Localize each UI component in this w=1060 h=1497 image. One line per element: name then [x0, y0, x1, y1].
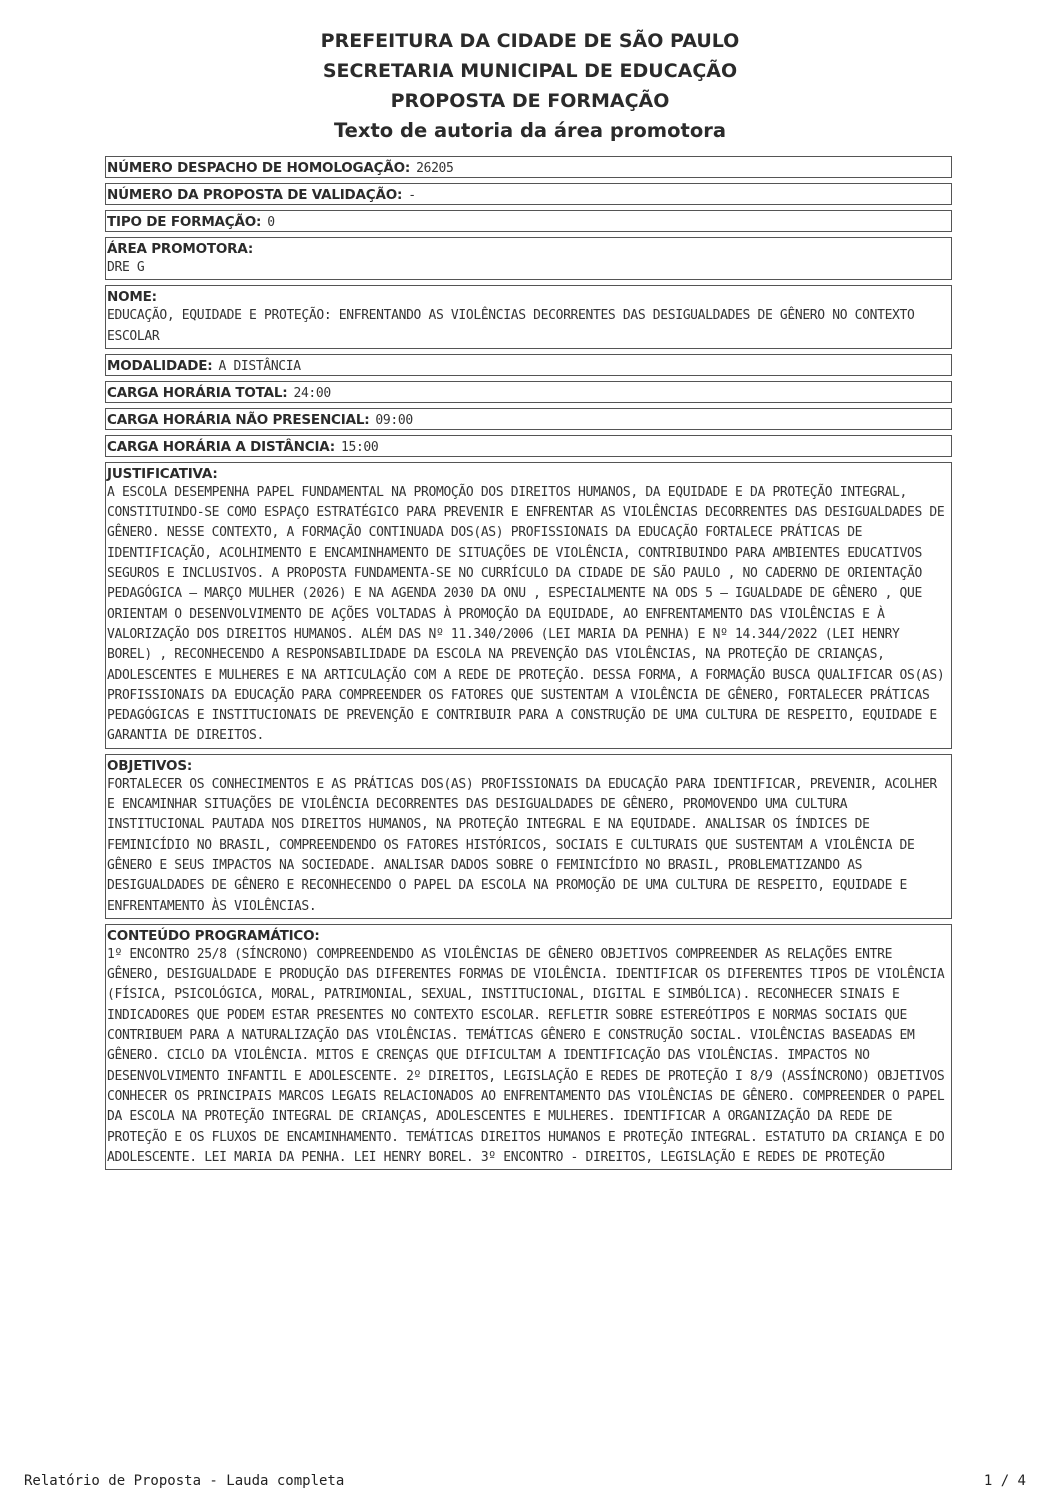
field-label: MODALIDADE: — [107, 357, 213, 374]
field-label: NÚMERO DA PROPOSTA DE VALIDAÇÃO: — [107, 187, 403, 203]
field-carga-nao-presencial — [105, 408, 952, 430]
field-label: CARGA HORÁRIA A DISTÂNCIA: — [107, 438, 335, 455]
field-value: 15:00 — [341, 439, 379, 455]
field-despacho — [105, 156, 952, 178]
proposal-fields — [105, 156, 952, 1175]
page-footer — [24, 1473, 1026, 1493]
footer-report-title: Relatório de Proposta - Lauda completa — [24, 1473, 345, 1489]
header-secretaria: SECRETARIA MUNICIPAL DE EDUCAÇÃO — [322, 60, 738, 82]
field-label: JUSTIFICATIVA: — [107, 465, 218, 482]
field-label: ÁREA PROMOTORA: — [107, 241, 254, 257]
field-label: CARGA HORÁRIA TOTAL: — [107, 384, 288, 401]
field-label: NÚMERO DESPACHO DE HOMOLOGAÇÃO: — [107, 160, 411, 176]
header-proposta: PROPOSTA DE FORMAÇÃO — [390, 90, 670, 112]
field-value: A ESCOLA DESEMPENHA PAPEL FUNDAMENTAL NA PROMOÇÃO DOS DIREITOS HUMANOS, DA EQUIDADE E DA PROTEÇÃO INTEGRAL, CONSTITUINDO-SE COMO ESPAÇO ESTRATÉGICO PARA PREVENIR E ENFRENTAR AS VIOLÊNCIAS DECORRENTES DAS DESIGUALDADES DE GÊNERO. NESSE CONTEXTO, A FORMAÇÃO CONTINUADA DOS(AS) PROFISSIONAIS DA EDUCAÇÃO FORTALECE PRÁTICAS DE IDENTIFICAÇÃO, ACOLHIMENTO E ENCAMINHAMENTO DE SITUAÇÕES DE VIOLÊNCIA, CONTRIBUINDO PARA AMBIENTES EDUCATIVOS SEGUROS E INCLUSIVOS. A PROPOSTA FUNDAMENTA-SE NO CURRÍCULO DA CIDADE DE SÃO PAULO , NO CADERNO DE ORIENTAÇÃO PEDAGÓGICA — MARÇO MULHER (2026) E NA AGENDA 2030 DA ONU , ESPECIALMENTE NA ODS 5 — IGUALDADE DE GÊNERO , QUE ORIENTAM O DESENVOLVIMENTO DE AÇÕES VOLTADAS À PROMOÇÃO DA EQUIDADE, AO ENFRENTAMENTO DAS VIOLÊNCIAS E À VALORIZAÇÃO DOS DIREITOS HUMANOS. ALÉM DAS Nº 11.340/2006 (LEI MARIA DA PENHA) E Nº 14.344/2022 (LEI HENRY BOREL) , RECONHECENDO A RESPONSABILIDADE DA ESCOLA NA PREVENÇÃO DAS VIOLÊNCIAS, NA PROTEÇÃO DE CRIANÇAS, ADOLESCENTES E MULHERES E NA ARTICULAÇÃO COM A REDE DE PROTEÇÃO. DESSA FORMA, A FORMAÇÃO BUSCA QUALIFICAR OS(AS) PROFISSIONAIS DA EDUCAÇÃO PARA COMPREENDER OS FATORES QUE SUSTENTAM A VIOLÊNCIA DE GÊNERO, FORTALECER PRÁTICAS PEDAGÓGICAS E INSTITUCIONAIS DE PREVENÇÃO E CONTRIBUIR PARA A CONSTRUÇÃO DE UMA CULTURA DE RESPEITO, EQUIDADE E GARANTIA DE DIREITOS. — [107, 484, 945, 744]
field-area-promotora — [105, 237, 952, 280]
field-value: 26205 — [416, 161, 454, 176]
field-label: CONTEÚDO PROGRAMÁTICO: — [107, 927, 320, 944]
field-label: NOME: — [107, 289, 157, 306]
field-label: CARGA HORÁRIA NÃO PRESENCIAL: — [107, 411, 370, 428]
field-validacao — [105, 183, 952, 205]
field-value: DRE G — [107, 260, 145, 275]
field-value: - — [408, 188, 416, 203]
field-value: 09:00 — [375, 412, 413, 428]
field-conteudo-programatico — [105, 924, 952, 1170]
header-autoria: Texto de autoria da área promotora — [333, 119, 727, 142]
header-prefeitura: PREFEITURA DA CIDADE DE SÃO PAULO — [320, 30, 740, 52]
document-header — [0, 26, 1060, 146]
field-carga-total — [105, 381, 952, 403]
field-value: EDUCAÇÃO, EQUIDADE E PROTEÇÃO: ENFRENTANDO AS VIOLÊNCIAS DECORRENTES DAS DESIGUALDADES DE GÊNERO NO CONTEXTO ESCOLAR — [107, 308, 915, 344]
field-value: 0 — [267, 215, 275, 230]
field-value: FORTALECER OS CONHECIMENTOS E AS PRÁTICAS DOS(AS) PROFISSIONAIS DA EDUCAÇÃO PARA IDENTIFICAR, PREVENIR, ACOLHER E ENCAMINHAR SITUAÇÕES DE VIOLÊNCIA DECORRENTES DAS DESIGUALDADES DE GÊNERO, PROMOVENDO UMA CULTURA INSTITUCIONAL PAUTADA NOS DIREITOS HUMANOS, NA PROTEÇÃO INTEGRAL E NA EQUIDADE. ANALISAR OS ÍNDICES DE FEMINICÍDIO NO BRASIL, COMPREENDENDO OS FATORES HISTÓRICOS, SOCIAIS E CULTURAIS QUE SUSTENTAM A VIOLÊNCIA DE GÊNERO E SEUS IMPACTOS NA SOCIEDADE. ANALISAR DADOS SOBRE O FEMINICÍDIO NO BRASIL, PROBLEMATIZANDO AS DESIGUALDADES DE GÊNERO E RECONHECENDO O PAPEL DA ESCOLA NA PROMOÇÃO DE UMA CULTURA DE RESPEITO, EQUIDADE E ENFRENTAMENTO ÀS VIOLÊNCIAS. — [107, 776, 937, 914]
field-tipo — [105, 210, 952, 232]
field-value: 24:00 — [293, 385, 331, 401]
page-number: 1 / 4 — [983, 1473, 1026, 1489]
field-justificativa — [105, 462, 952, 749]
field-label: TIPO DE FORMAÇÃO: — [107, 214, 262, 230]
field-value: 1º ENCONTRO 25/8 (SÍNCRONO) COMPREENDENDO AS VIOLÊNCIAS DE GÊNERO OBJETIVOS COMPREENDER AS RELAÇÕES ENTRE GÊNERO, DESIGUALDADE E PRODUÇÃO DAS DIFERENTES FORMAS DE VIOLÊNCIA. IDENTIFICAR OS DIFERENTES TIPOS DE VIOLÊNCIA (FÍSICA, PSICOLÓGICA, MORAL, PATRIMONIAL, SEXUAL, INSTITUCIONAL, DIGITAL E SIMBÓLICA). RECONHECER SINAIS E INDICADORES QUE PODEM ESTAR PRESENTES NO CONTEXTO ESCOLAR. REFLETIR SOBRE ESTEREÓTIPOS E NORMAS SOCIAIS QUE CONTRIBUEM PARA A NATURALIZAÇÃO DAS VIOLÊNCIAS. TEMÁTICAS GÊNERO E CONSTRUÇÃO SOCIAL. VIOLÊNCIAS BASEADAS EM GÊNERO. CICLO DA VIOLÊNCIA. MITOS E CRENÇAS QUE DIFICULTAM A IDENTIFICAÇÃO DAS VIOLÊNCIAS. IMPACTOS NO DESENVOLVIMENTO INFANTIL E ADOLESCENTE. 2º DIREITOS, LEGISLAÇÃO E REDES DE PROTEÇÃO I 8/9 (ASSÍNCRONO) OBJETIVOS CONHECER OS PRINCIPAIS MARCOS LEGAIS RELACIONADOS AO ENFRENTAMENTO DAS VIOLÊNCIAS DE GÊNERO. COMPREENDER O PAPEL DA ESCOLA NA PROTEÇÃO INTEGRAL DE CRIANÇAS, ADOLESCENTES E MULHERES. IDENTIFICAR A ORGANIZAÇÃO DA REDE DE PROTEÇÃO E OS FLUXOS DE ENCAMINHAMENTO. TEMÁTICAS DIREITOS HUMANOS E PROTEÇÃO INTEGRAL. ESTATUTO DA CRIANÇA E DO ADOLESCENTE. LEI MARIA DA PENHA. LEI HENRY BOREL. 3º ENCONTRO - DIREITOS, LEGISLAÇÃO E REDES DE PROTEÇÃO — [107, 946, 945, 1165]
field-value: A DISTÂNCIA — [218, 358, 301, 374]
field-nome — [105, 285, 952, 349]
field-carga-distancia — [105, 435, 952, 457]
field-modalidade — [105, 354, 952, 376]
field-label: OBJETIVOS: — [107, 757, 193, 774]
field-objetivos — [105, 754, 952, 919]
